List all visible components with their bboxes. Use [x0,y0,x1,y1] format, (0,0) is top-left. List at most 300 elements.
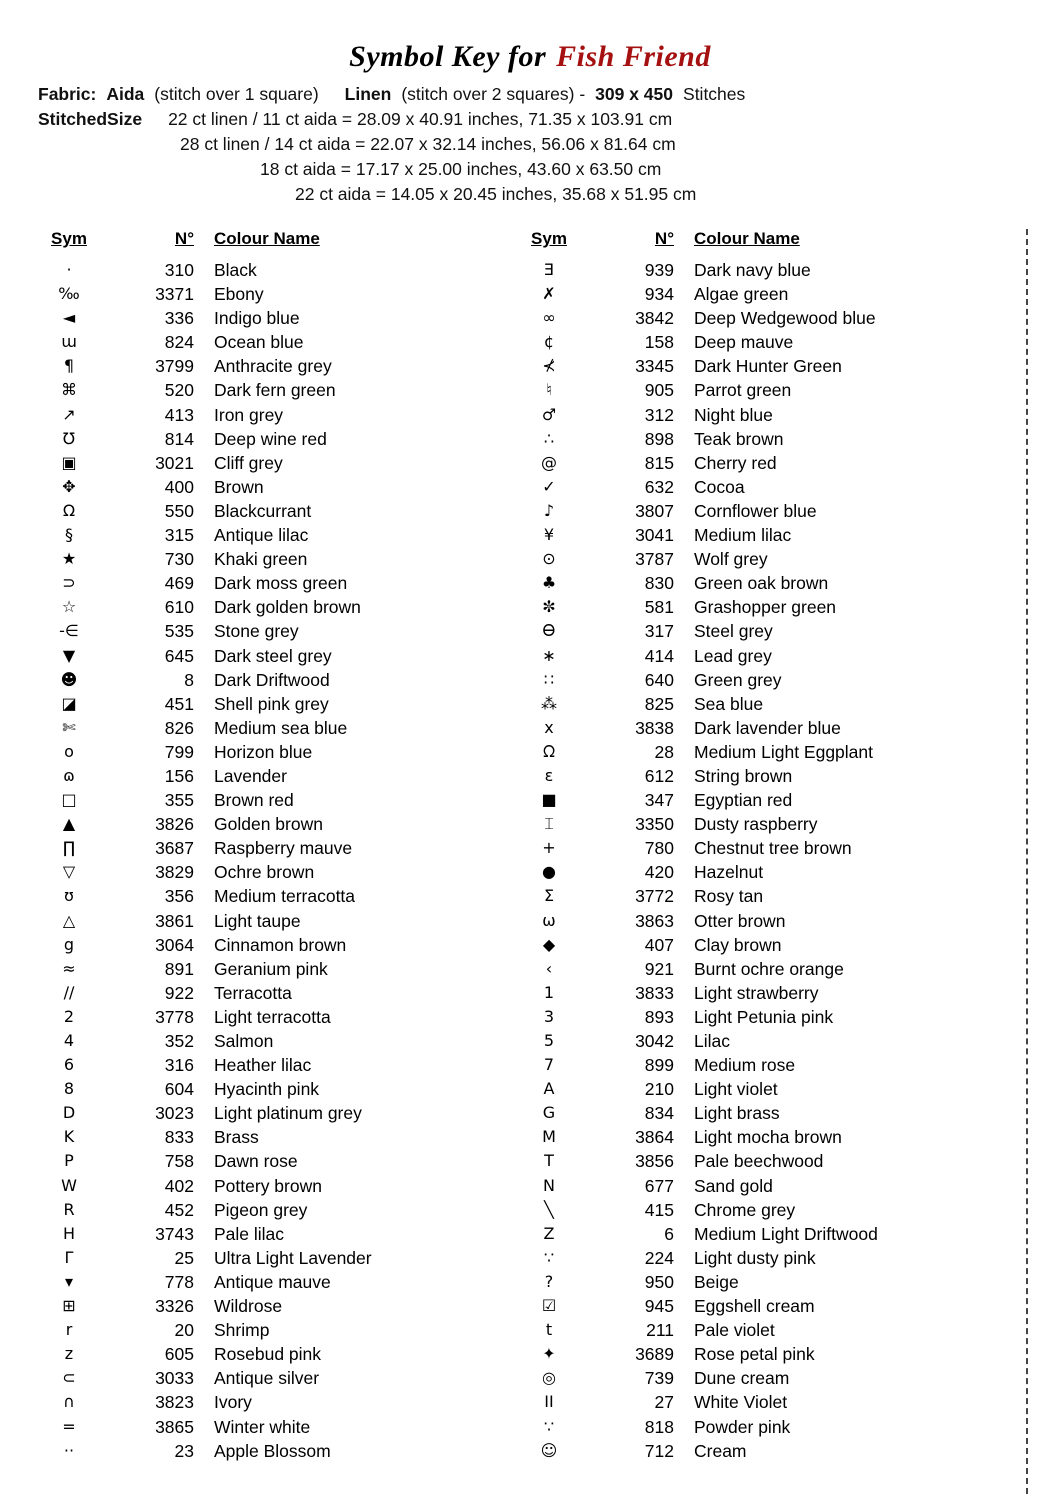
number-cell: 3799 [155,356,194,377]
table-row [30,1077,500,1101]
table-row [30,644,500,668]
symbol-cell: Ꮎ [542,621,556,641]
table-row [30,523,500,547]
symbol-cell: A [543,1079,555,1099]
header-sym: Sym [51,229,87,248]
colour-name-cell: Green grey [694,669,782,690]
number-cell: 415 [644,1199,674,1220]
number-cell: 610 [164,597,194,618]
colour-name-cell: Deep mauve [694,332,794,353]
table-row [30,884,500,908]
number-cell: 3772 [635,886,674,907]
header-sym: Sym [531,229,567,248]
colour-name-cell: Apple Blossom [214,1440,331,1461]
colour-name-cell: Light strawberry [694,982,819,1003]
table-row [510,1342,980,1366]
symbol-cell: D [62,1103,76,1123]
number-cell: 3345 [635,356,674,377]
number-cell: 28 [654,741,674,762]
number-cell: 3064 [155,934,194,955]
symbol-cell: ♂ [541,404,557,424]
colour-name-cell: Dark golden brown [214,597,361,618]
table-row [510,523,980,547]
symbol-cell: Γ [64,1247,74,1267]
table-row [30,330,500,354]
colour-name-cell: Sand gold [694,1175,773,1196]
number-cell: 3864 [635,1127,674,1148]
table-row [30,1318,500,1342]
table-row [510,933,980,957]
colour-name-cell: Cherry red [694,452,777,473]
symbol-cell: ✗ [542,284,556,304]
colour-name-cell: Dark Driftwood [214,669,330,690]
colour-name-cell: Dark steel grey [214,645,332,666]
number-cell: 604 [164,1079,194,1100]
colour-name-cell: Brown red [214,790,294,811]
number-cell: 922 [164,982,194,1003]
symbol-cell: ♪ [543,500,555,520]
number-cell: 315 [164,525,194,546]
table-row [510,258,980,282]
fabric-aida-note: (stitch over 1 square) [154,84,319,104]
symbol-cell: N [543,1175,555,1195]
colour-name-cell: Chestnut tree brown [694,838,852,859]
stitched-size-line-1: 22 ct linen / 11 ct aida = 28.09 x 40.91 inches, 71.35 x 103.91 cm [168,109,673,129]
symbol-cell: z [64,1344,74,1364]
colour-name-cell: Night blue [694,404,773,425]
colour-name-cell: Light platinum grey [214,1103,362,1124]
table-row [30,1149,500,1173]
table-row [30,499,500,523]
colour-name-cell: Ultra Light Lavender [214,1247,372,1268]
colour-name-cell: Ocean blue [214,332,304,353]
table-row [510,378,980,402]
symbol-cell: ♣ [541,573,557,593]
number-cell: 939 [644,260,674,280]
number-cell: 312 [644,404,674,425]
colour-name-cell: Clay brown [694,934,782,955]
symbol-cell: ∕∕ [63,982,75,1002]
number-cell: 3326 [155,1296,194,1317]
symbol-cell: ∩ [63,1392,75,1412]
number-cell: 833 [164,1127,194,1148]
symbol-cell: ● [542,862,556,882]
table-row [510,547,980,571]
colour-name-cell: Lead grey [694,645,772,666]
number-cell: 3838 [635,717,674,738]
symbol-cell: ∴ [543,428,555,448]
table-row [510,1415,980,1439]
colour-name-cell: Powder pink [694,1416,791,1437]
number-cell: 156 [164,765,194,786]
number-cell: 310 [164,260,194,280]
table-row [510,1149,980,1173]
colour-name-cell: Light brass [694,1103,780,1124]
number-cell: 414 [644,645,674,666]
fabric-linen: Linen [344,84,392,104]
number-cell: 3856 [635,1151,674,1172]
number-cell: 3829 [155,862,194,883]
header-num: N° [654,229,674,248]
colour-name-cell: Dusty raspberry [694,814,818,835]
stitched-size-row-4 [30,182,1030,207]
number-cell: 3042 [635,1031,674,1051]
symbol-cell: ☑ [541,1296,557,1316]
colour-name-cell: Antique silver [214,1368,320,1389]
table-row [30,836,500,860]
number-cell: 535 [164,621,194,642]
symbol-cell: ∗ [542,645,556,665]
number-cell: 336 [164,308,194,329]
symbol-cell: H [62,1223,76,1243]
symbol-cell: Ω [62,500,76,520]
colour-name-cell: Khaki green [214,549,308,570]
symbol-cell: ? [544,1271,554,1291]
table-row [510,644,980,668]
table-row [30,740,500,764]
colour-name-cell: Light terracotta [214,1006,331,1027]
symbol-cell: ∞ [542,308,556,328]
colour-name-cell: Cornflower blue [694,500,817,521]
colour-name-cell: Antique lilac [214,525,309,546]
table-row [30,668,500,692]
table-row [30,403,500,427]
table-row [30,378,500,402]
number-cell: 355 [164,790,194,811]
number-cell: 799 [164,741,194,762]
number-cell: 739 [644,1368,674,1389]
symbol-cell: P [64,1151,74,1171]
colour-name-cell: Cream [694,1440,747,1461]
symbol-cell: □ [61,790,77,810]
table-row [30,1053,500,1077]
colour-name-cell: Egyptian red [694,790,793,811]
number-cell: 3833 [635,982,674,1003]
symbol-cell: g [63,934,75,954]
symbol-cell: ▼ [62,645,76,665]
colour-name-cell: Pigeon grey [214,1199,308,1220]
number-cell: 905 [644,380,674,401]
number-cell: 758 [164,1151,194,1172]
number-cell: 224 [644,1247,674,1268]
symbol-cell: ◆ [542,934,556,954]
symbol-cell: ɛ [544,765,554,785]
number-cell: 950 [644,1271,674,1292]
stitches-word: Stitches [683,84,746,104]
number-cell: 211 [646,1320,674,1341]
colour-name-cell: Medium rose [694,1055,796,1076]
table-row [30,1198,500,1222]
symbol-cell: 8 [63,1079,75,1099]
colour-name-cell: Anthracite grey [214,356,332,377]
table-row [30,1439,500,1463]
colour-name-cell: Ivory [214,1392,252,1413]
number-cell: 780 [644,838,674,859]
fabric-info-block [30,82,1030,207]
table-row [510,1125,980,1149]
table-row [510,1222,980,1246]
table-row [510,1029,980,1053]
table-row [30,933,500,957]
colour-name-cell: Brass [214,1127,259,1148]
number-cell: 158 [644,332,674,353]
table-row [30,788,500,812]
number-cell: 778 [164,1271,194,1292]
table-row [30,619,500,643]
colour-name-cell: String brown [694,765,793,786]
table-row [510,764,980,788]
colour-name-cell: Antique mauve [214,1271,331,1292]
table-row [510,354,980,378]
symbol-cell: ΙΙ [544,1392,554,1412]
fabric-aida: Aida [106,84,145,104]
symbol-cell: 2 [63,1006,75,1026]
number-cell: 3023 [155,1103,194,1124]
table-row [30,716,500,740]
symbol-cell: ■ [541,790,557,810]
symbol-cell: ᘯ [542,741,556,761]
number-cell: 451 [164,693,194,714]
number-cell: 316 [164,1055,194,1076]
colour-name-cell: Winter white [214,1416,311,1437]
table-row [30,1101,500,1125]
number-cell: 23 [174,1440,194,1461]
table-row [30,957,500,981]
symbol-cell: ⊂ [62,1368,76,1388]
table-row [30,306,500,330]
stitched-size-row [30,107,1030,132]
symbol-cell: ʊ [64,886,74,906]
table-row [510,1366,980,1390]
colour-name-cell: Cocoa [694,476,745,497]
colour-name-cell: Medium sea blue [214,717,348,738]
symbol-cell: ℧ [62,428,76,448]
table-row [30,909,500,933]
colour-name-cell: Salmon [214,1031,274,1051]
symbol-cell: ∏ [62,838,76,858]
colour-name-cell: Dark lavender blue [694,717,841,738]
symbol-cell: Ǝ [543,260,555,279]
table-row [510,1294,980,1318]
symbol-cell: ∵ [543,1416,555,1436]
table-row [510,1005,980,1029]
number-cell: 347 [644,790,674,811]
symbol-cell: 7 [543,1055,555,1075]
colour-name-cell: Cliff grey [214,452,283,473]
symbol-cell: r [65,1320,73,1340]
table-row [30,595,500,619]
colour-name-cell: Pottery brown [214,1175,322,1196]
fabric-label: Fabric: [38,84,97,104]
colour-name-cell: Chrome grey [694,1199,796,1220]
colour-name-cell: Dawn rose [214,1151,298,1172]
symbol-cell: ▲ [62,814,76,834]
number-cell: 730 [164,549,194,570]
table-row [30,1270,500,1294]
symbol-cell: ¥ [543,525,555,545]
number-cell: 818 [644,1416,674,1437]
table-row [510,1053,980,1077]
symbol-cell: Σ [543,886,555,906]
number-cell: 3350 [635,814,674,835]
page-title [30,40,1030,74]
symbol-cell: R [63,1199,75,1219]
table-row [510,812,980,836]
colour-name-cell: Dark Hunter Green [694,356,842,377]
table-row [510,451,980,475]
colour-name-cell: Light violet [694,1079,778,1100]
symbol-cell: 1 [543,982,555,1002]
symbol-cell: ≈ [62,958,76,978]
symbol-cell: ◪ [61,693,77,713]
colour-name-cell: Dark navy blue [694,260,811,280]
number-cell: 27 [654,1392,674,1413]
number-cell: 3807 [635,500,674,521]
colour-name-cell: Wildrose [214,1296,283,1317]
colour-name-cell: Geranium pink [214,958,328,979]
table-row [30,427,500,451]
table-row [30,1366,500,1390]
symbol-cell: 4 [63,1031,75,1050]
table-row [30,1390,500,1414]
table-row [30,451,500,475]
number-cell: 3021 [155,452,194,473]
table-row [510,788,980,812]
number-cell: 6 [664,1223,674,1244]
symbol-cell: ◎ [542,1368,556,1388]
symbol-cell: t [545,1320,553,1340]
number-cell: 891 [164,958,194,979]
number-cell: 3041 [635,525,674,546]
number-cell: 830 [644,573,674,594]
symbol-cell: K [63,1127,75,1147]
symbol-cell: ⊀ [542,356,556,376]
table-row [510,957,980,981]
colour-name-cell: Grashopper green [694,597,837,618]
table-row [510,499,980,523]
table-row [30,571,500,595]
colour-name-cell: Terracotta [214,982,292,1003]
table-row [510,884,980,908]
colour-name-cell: Medium Light Eggplant [694,741,873,762]
symbol-cell: ▣ [61,452,77,472]
colour-name-cell: Pale lilac [214,1223,285,1244]
number-cell: 20 [174,1320,194,1341]
colour-name-cell: Rosebud pink [214,1344,322,1365]
table-row [510,1077,980,1101]
table-header-row [510,229,980,258]
symbol-cell: ☺ [540,1440,558,1460]
table-row [510,571,980,595]
colour-name-cell: Brown [214,476,264,497]
table-header-row [30,229,500,258]
colour-name-cell: Medium Light Driftwood [694,1223,878,1244]
colour-name-cell: Wolf grey [694,549,768,570]
symbol-cell: ‹ [545,958,553,978]
table-row [510,403,980,427]
number-cell: 815 [644,452,674,473]
symbol-cell: + [542,838,556,858]
colour-name-cell: Sea blue [694,693,764,714]
symbol-cell: ♮ [546,380,552,400]
number-cell: 3787 [635,549,674,570]
colour-name-cell: Light taupe [214,910,301,931]
number-cell: 824 [164,332,194,353]
symbol-cell: ╲ [544,1199,554,1219]
number-cell: 605 [164,1344,194,1365]
number-cell: 356 [164,886,194,907]
symbol-key-table-right [510,229,980,1463]
colour-name-cell: Dark fern green [214,380,336,401]
colour-name-cell: Iron grey [214,404,284,425]
symbol-cell: ⊃ [62,573,76,593]
symbol-cell: ✥ [62,476,76,496]
table-row [510,595,980,619]
colour-name-cell: Golden brown [214,814,323,835]
symbol-cell: ↗ [62,404,76,424]
table-row [510,981,980,1005]
table-row [30,1246,500,1270]
colour-name-cell: Medium lilac [694,525,792,546]
number-cell: 945 [644,1296,674,1317]
number-cell: 3823 [155,1392,194,1413]
colour-name-cell: Light mocha brown [694,1127,842,1148]
symbol-cell: W [61,1175,77,1195]
symbol-cell: ☻ [60,669,78,689]
colour-name-cell: Hyacinth pink [214,1079,320,1100]
page-title-accent: Fish Friend [556,40,711,73]
symbol-cell: ¢ [543,332,555,352]
colour-name-cell: Black [214,260,257,280]
table-row [510,740,980,764]
colour-name-cell: Rosy tan [694,886,764,907]
number-cell: 3861 [155,910,194,931]
table-row [30,547,500,571]
symbol-cell: ⁂ [541,693,557,713]
number-cell: 8 [184,669,194,690]
header-colour-name: Colour Name [694,229,800,248]
number-cell: 3826 [155,814,194,835]
symbol-cell: ▾ [64,1271,74,1291]
table-row [510,716,980,740]
colour-name-cell: Algae green [694,284,789,305]
table-row [510,909,980,933]
symbol-cell: Z [543,1223,555,1243]
number-cell: 3743 [155,1223,194,1244]
table-row [30,860,500,884]
symbol-cell: ∵ [543,1247,555,1267]
table-row [510,619,980,643]
table-row [30,981,500,1005]
colour-name-cell: White Violet [694,1392,788,1413]
symbol-cell: ·· [63,1440,75,1460]
symbol-cell: ✼ [542,597,556,617]
number-cell: 834 [644,1103,674,1124]
colour-name-cell: Indigo blue [214,308,300,329]
symbol-cell: 5 [543,1031,555,1050]
colour-name-cell: Blackcurrant [214,500,312,521]
number-cell: 825 [644,693,674,714]
right-dashed-rule [1026,229,1028,1494]
header-num: N° [174,229,194,248]
symbol-key-table-left [30,229,500,1463]
number-cell: 640 [644,669,674,690]
number-cell: 3778 [155,1006,194,1027]
number-cell: 352 [164,1031,194,1051]
symbol-cell: ɯ [61,332,77,352]
number-cell: 3865 [155,1416,194,1437]
symbol-cell: ☆ [61,597,77,617]
